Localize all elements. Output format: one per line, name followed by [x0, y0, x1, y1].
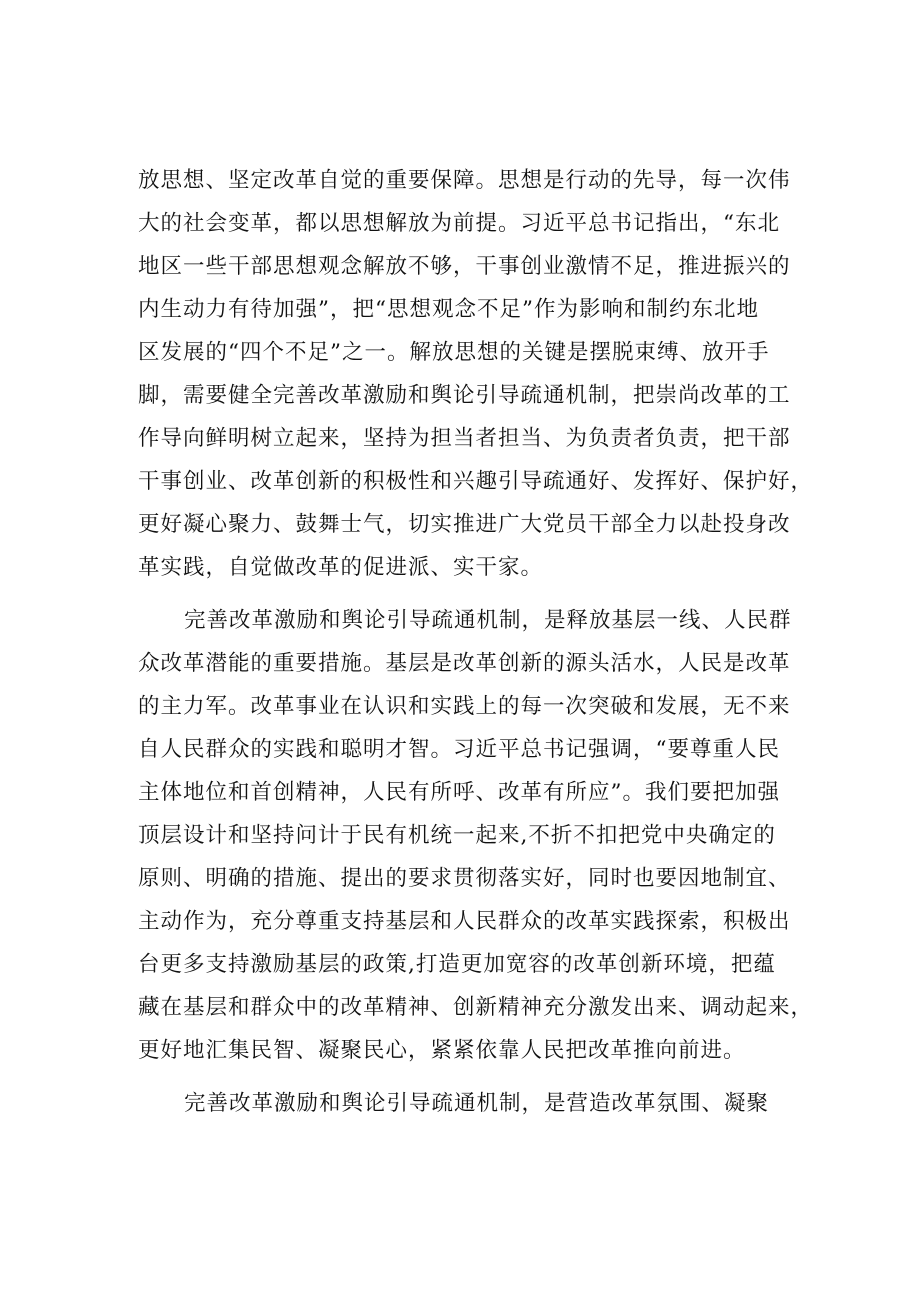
text-line: 原则、明确的措施、提出的要求贯彻落实好，同时也要因地制宜、 — [138, 866, 791, 891]
text-line: 内生动力有待加强”，把“思想观念不足”作为影响和制约东北地 — [138, 297, 759, 322]
text-line: 的主力军。改革事业在认识和实践上的每一次突破和发展，无不来 — [138, 694, 791, 719]
text-line: 更好凝心聚力、鼓舞士气，切实推进广大党员干部全力以赴投身改 — [138, 512, 791, 537]
text-line: 主体地位和首创精神，人民有所呼、改革有所应”。我们要把加强 — [138, 780, 780, 805]
text-line: 自人民群众的实践和聪明才智。习近平总书记强调，“要尊重人民 — [138, 737, 780, 762]
text-line: 革实践，自觉做改革的促进派、实干家。 — [138, 555, 544, 580]
text-line: 区发展的“四个不足”之一。解放思想的关键是摆脱束缚、放开手 — [138, 340, 770, 365]
text-line: 地区一些干部思想观念解放不够，干事创业激情不足，推进振兴的 — [138, 254, 791, 279]
text-line: 完善改革激励和舆论引导疏通机制，是营造改革氛围、凝聚 — [184, 1091, 770, 1116]
text-line: 干事创业、改革创新的积极性和兴趣引导疏通好、发挥好、保护好， — [138, 469, 814, 494]
text-line: 藏在基层和群众中的改革精神、创新精神充分激发出来、调动起来， — [138, 995, 814, 1020]
text-line: 放思想、坚定改革自觉的重要保障。思想是行动的先导，每一次伟 — [138, 168, 791, 193]
text-line: 主动作为，充分尊重支持基层和人民群众的改革实践探索，积极出 — [138, 909, 791, 934]
text-line: 台更多支持激励基层的政策,打造更加宽容的改革创新环境，把蕴 — [138, 952, 776, 977]
text-line: 顶层设计和坚持问计于民有机统一起来,不折不扣把党中央确定的 — [138, 823, 776, 848]
text-line: 完善改革激励和舆论引导疏通机制，是释放基层一线、人民群 — [184, 608, 792, 633]
text-line: 脚，需要健全完善改革激励和舆论引导疏通机制，把崇尚改革的工 — [138, 383, 791, 408]
text-line: 更好地汇集民智、凝聚民心，紧紧依靠人民把改革推向前进。 — [138, 1038, 746, 1063]
text-line: 大的社会变革，都以思想解放为前提。习近平总书记指出，“东北 — [138, 211, 780, 236]
text-line: 作导向鲜明树立起来，坚持为担当者担当、为负责者负责，把干部 — [138, 426, 791, 451]
text-line: 众改革潜能的重要措施。基层是改革创新的源头活水，人民是改革 — [138, 651, 791, 676]
